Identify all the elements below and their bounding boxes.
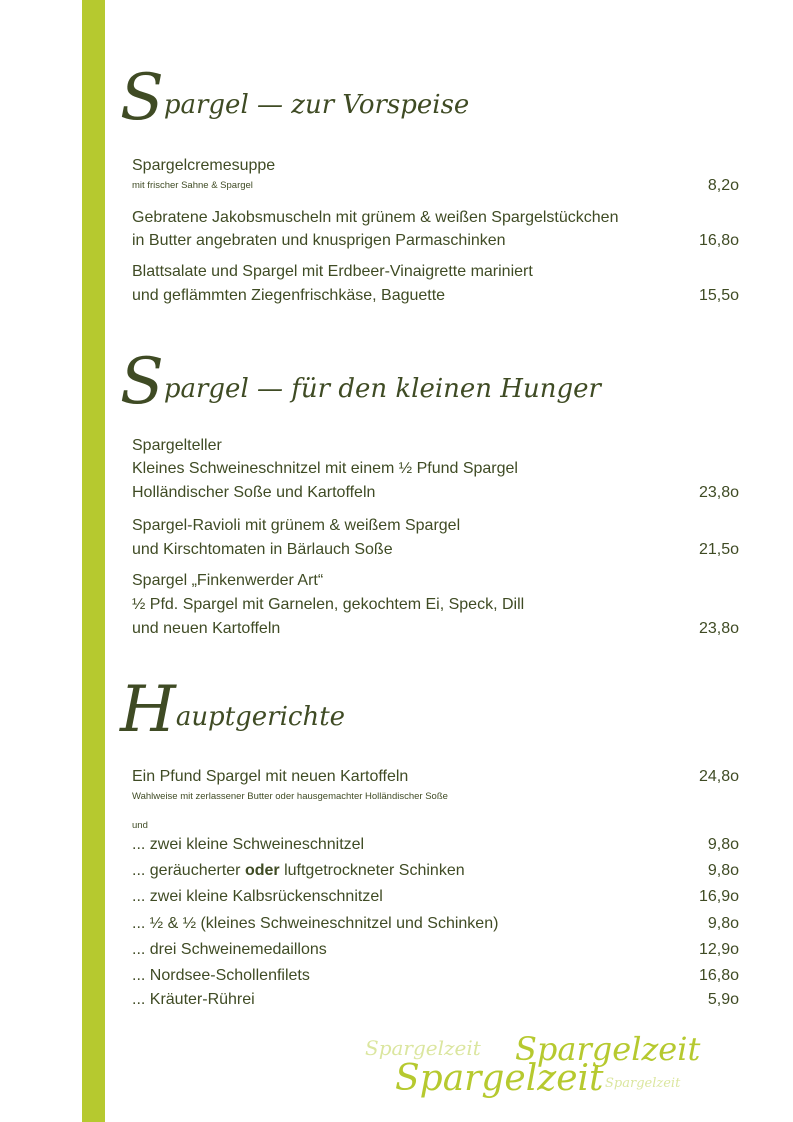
accent-bar <box>82 0 105 1122</box>
main-item-price: 24,8o <box>698 768 739 785</box>
side-item-text: luftgetrockneter Schinken <box>279 862 465 879</box>
section-heading-vorspeise: Spargel — zur Vorspeise <box>120 61 470 135</box>
watermark-logo-large: Spargelzeit <box>515 1030 701 1068</box>
side-price: 9,8o <box>707 915 739 932</box>
item-price: 15,5o <box>698 287 739 304</box>
main-item-description: Wahlweise mit zerlassener Butter oder hausgemachter Holländischer Soße <box>132 791 448 802</box>
item-name: Spargelcremesuppe <box>132 157 276 174</box>
item-description: in Butter angebraten und knusprigen Parmaschinken <box>132 232 506 249</box>
item-price: 8,2o <box>707 177 739 194</box>
item-name: Spargel „Finkenwerder Art“ <box>132 572 324 589</box>
side-item: ... drei Schweinemedaillons <box>132 941 327 958</box>
item-name: Blattsalate und Spargel mit Erdbeer-Vinaigrette mariniert <box>132 263 533 280</box>
main-item-name: Ein Pfund Spargel mit neuen Kartoffeln <box>132 768 409 785</box>
side-price: 16,8o <box>698 967 739 984</box>
item-description: und geflämmten Ziegenfrischkäse, Baguette <box>132 287 446 304</box>
side-item-bold: oder <box>244 862 280 879</box>
section-heading-kleiner-hunger: Spargel — für den kleinen Hunger <box>120 345 601 419</box>
item-description: Kleines Schweineschnitzel mit einem ½ Pfund Spargel <box>132 460 518 477</box>
side-item: ... Nordsee-Schollenfilets <box>132 967 310 984</box>
item-price: 21,5o <box>698 541 739 558</box>
side-item-text: ... geräucherter <box>132 862 245 879</box>
side-item <box>132 861 465 881</box>
watermark-logo-small: Spargelzeit <box>365 1036 481 1060</box>
item-price: 16,8o <box>698 232 739 249</box>
side-price: 9,8o <box>707 862 739 879</box>
item-name: Spargelteller <box>132 437 222 454</box>
item-price: 23,8o <box>698 484 739 501</box>
side-item: ... zwei kleine Schweineschnitzel <box>132 836 365 853</box>
side-item: ... Kräuter-Rührei <box>132 991 255 1008</box>
side-price: 12,9o <box>698 941 739 958</box>
item-description: und neuen Kartoffeln <box>132 620 281 637</box>
side-item: ... zwei kleine Kalbsrückenschnitzel <box>132 888 383 905</box>
item-description: und Kirschtomaten in Bärlauch Soße <box>132 541 393 558</box>
item-name: Gebratene Jakobsmuscheln mit grünem & weißen Spargelstückchen <box>132 209 619 226</box>
side-price: 9,8o <box>707 836 739 853</box>
watermark-logo-small: Spargelzeit <box>605 1076 681 1091</box>
item-description: Holländischer Soße und Kartoffeln <box>132 484 376 501</box>
item-name: Spargel-Ravioli mit grünem & weißem Spargel <box>132 517 461 534</box>
item-price: 23,8o <box>698 620 739 637</box>
side-price: 16,9o <box>698 888 739 905</box>
item-description: mit frischer Sahne & Spargel <box>132 180 253 191</box>
item-description: ½ Pfd. Spargel mit Garnelen, gekochtem Ei, Speck, Dill <box>132 596 525 613</box>
connector-text: und <box>132 820 148 831</box>
side-price: 5,9o <box>707 991 739 1008</box>
watermark-logo-large: Spargelzeit <box>395 1058 604 1099</box>
section-heading-hauptgerichte: Hauptgerichte <box>120 673 346 747</box>
side-item: ... ½ & ½ (kleines Schweineschnitzel und Schinken) <box>132 915 499 932</box>
